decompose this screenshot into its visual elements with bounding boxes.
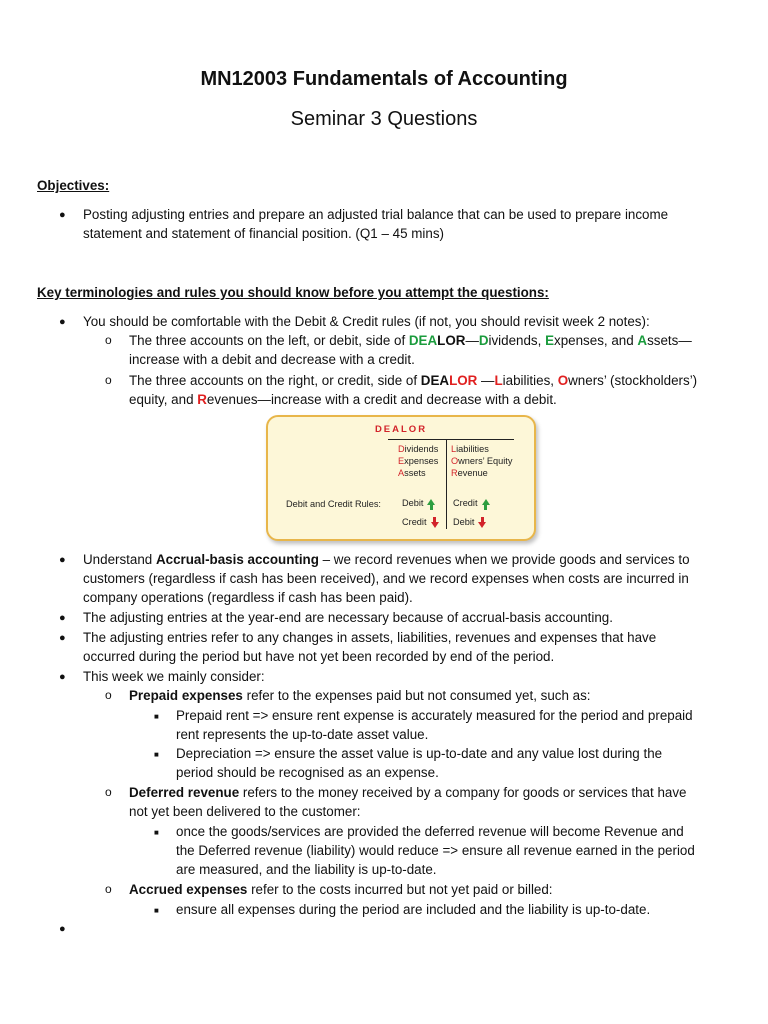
this-week-consider: This week we mainly consider: (83, 669, 265, 684)
right-credit-rule-line-2: equity, and Revenues—increase with a credit and decrease with a debit. (129, 392, 557, 407)
bullet-icon: ● (59, 209, 66, 221)
prepaid-rent-line-2: rent represents the up-to-date asset value. (176, 727, 429, 742)
right-increase-rule: Credit (453, 497, 490, 509)
left-increase-rule: Debit (402, 497, 435, 509)
document-subtitle: Seminar 3 Questions (290, 108, 478, 130)
left-account-dividends: Dividends (398, 444, 439, 454)
arrow-down-icon (431, 522, 439, 528)
key-terms-heading: Key terminologies and rules you should know before you attempt the questions: (37, 285, 549, 300)
sub-bullet-icon: o (105, 882, 112, 896)
right-account-liabilities: Liabilities (451, 444, 489, 454)
sub-bullet-icon: o (105, 373, 112, 387)
right-account-revenue: Revenue (451, 468, 488, 478)
bullet-icon: ● (59, 612, 66, 624)
arrow-up-icon (482, 499, 490, 505)
deferred-detail-line-1: once the goods/services are provided the deferred revenue will become Revenue and (176, 824, 684, 839)
accrued-detail-line: ensure all expenses during the period are included and the liability is up-to-date. (176, 902, 651, 917)
prepaid-expenses-line: Prepaid expenses refer to the expenses paid but not consumed yet, such as: (129, 688, 591, 703)
left-debit-rule-line-2: increase with a debit and decrease with a credit. (129, 352, 415, 367)
right-account-owners-equity: Owners’ Equity (451, 456, 513, 466)
left-account-expenses: Expenses (398, 456, 439, 466)
objectives-heading: Objectives: (37, 178, 110, 193)
t-account-vertical-line (446, 439, 447, 529)
square-bullet-icon: ■ (154, 750, 159, 759)
accrual-line-2: customers (regardless if cash has been received), and we record expenses when costs are incurred in (83, 571, 689, 586)
t-account-horizontal-line (388, 439, 514, 440)
deferred-detail-line-2: the Deferred revenue (liability) would reduce => ensure all revenue earned in the period (176, 843, 695, 858)
bullet-icon: ● (59, 632, 66, 644)
left-account-assets: Assets (398, 468, 426, 478)
dealor-heading: DEALOR (374, 424, 428, 435)
right-credit-rule: The three accounts on the right, or credit, side of DEALOR —Liabilities, Owners’ (stockholders’) (129, 373, 698, 388)
objective-line-2: statement and statement of financial position. (Q1 – 45 mins) (83, 226, 444, 241)
rules-label: Debit and Credit Rules: (286, 499, 381, 509)
adjusting-entries-necessity: The adjusting entries at the year-end are necessary because of accrual-basis accounting. (83, 610, 613, 625)
deferred-revenue-line-1: Deferred revenue refers to the money received by a company for goods or services that have (129, 785, 687, 800)
right-accounts (451, 443, 512, 479)
sub-bullet-icon: o (105, 785, 112, 799)
deferred-revenue-line-2: not yet been delivered to the customer: (129, 804, 361, 819)
prepaid-rent-line-1: Prepaid rent => ensure rent expense is accurately measured for the period and prepaid (176, 708, 693, 723)
sub-bullet-icon: o (105, 688, 112, 702)
empty-bullet-icon: ● (59, 923, 66, 935)
dealor-figure (266, 415, 536, 541)
square-bullet-icon: ■ (154, 712, 159, 721)
deferred-detail-line-3: are measured, and the liability is up-to-date. (176, 862, 437, 877)
accrued-expenses-line: Accrued expenses refer to the costs incurred but not yet paid or billed: (129, 882, 553, 897)
depreciation-line-2: period should be recognised as an expense. (176, 765, 439, 780)
accrual-line-3: company operations (regardless if cash has been paid). (83, 590, 413, 605)
arrow-up-icon (427, 499, 435, 505)
document-title: MN12003 Fundamentals of Accounting (200, 68, 568, 90)
left-debit-rule: The three accounts on the left, or debit, side of DEALOR—Dividends, Expenses, and Assets— (129, 333, 692, 348)
left-accounts (398, 443, 438, 479)
square-bullet-icon: ■ (154, 828, 159, 837)
depreciation-line-1: Depreciation => ensure the asset value is up-to-date and any value lost during the (176, 746, 663, 761)
right-decrease-rule: Debit (453, 516, 486, 528)
accrual-line-1: Understand Accrual-basis accounting – we record revenues when we provide goods and services to (83, 552, 690, 567)
left-decrease-rule: Credit (402, 516, 439, 528)
bullet-icon: ● (59, 671, 66, 683)
adjusting-entries-definition-2: occurred during the period but have not yet been recorded by end of the period. (83, 649, 555, 664)
key-terms-intro: You should be comfortable with the Debit & Credit rules (if not, you should revisit week 2 notes): (83, 314, 650, 329)
adjusting-entries-definition-1: The adjusting entries refer to any changes in assets, liabilities, revenues and expenses that have (83, 630, 657, 645)
arrow-down-icon (478, 522, 486, 528)
bullet-icon: ● (59, 554, 66, 566)
square-bullet-icon: ■ (154, 906, 159, 915)
objective-line-1: Posting adjusting entries and prepare an adjusted trial balance that can be used to prepare income (83, 207, 669, 222)
bullet-icon: ● (59, 316, 66, 328)
sub-bullet-icon: o (105, 333, 112, 347)
